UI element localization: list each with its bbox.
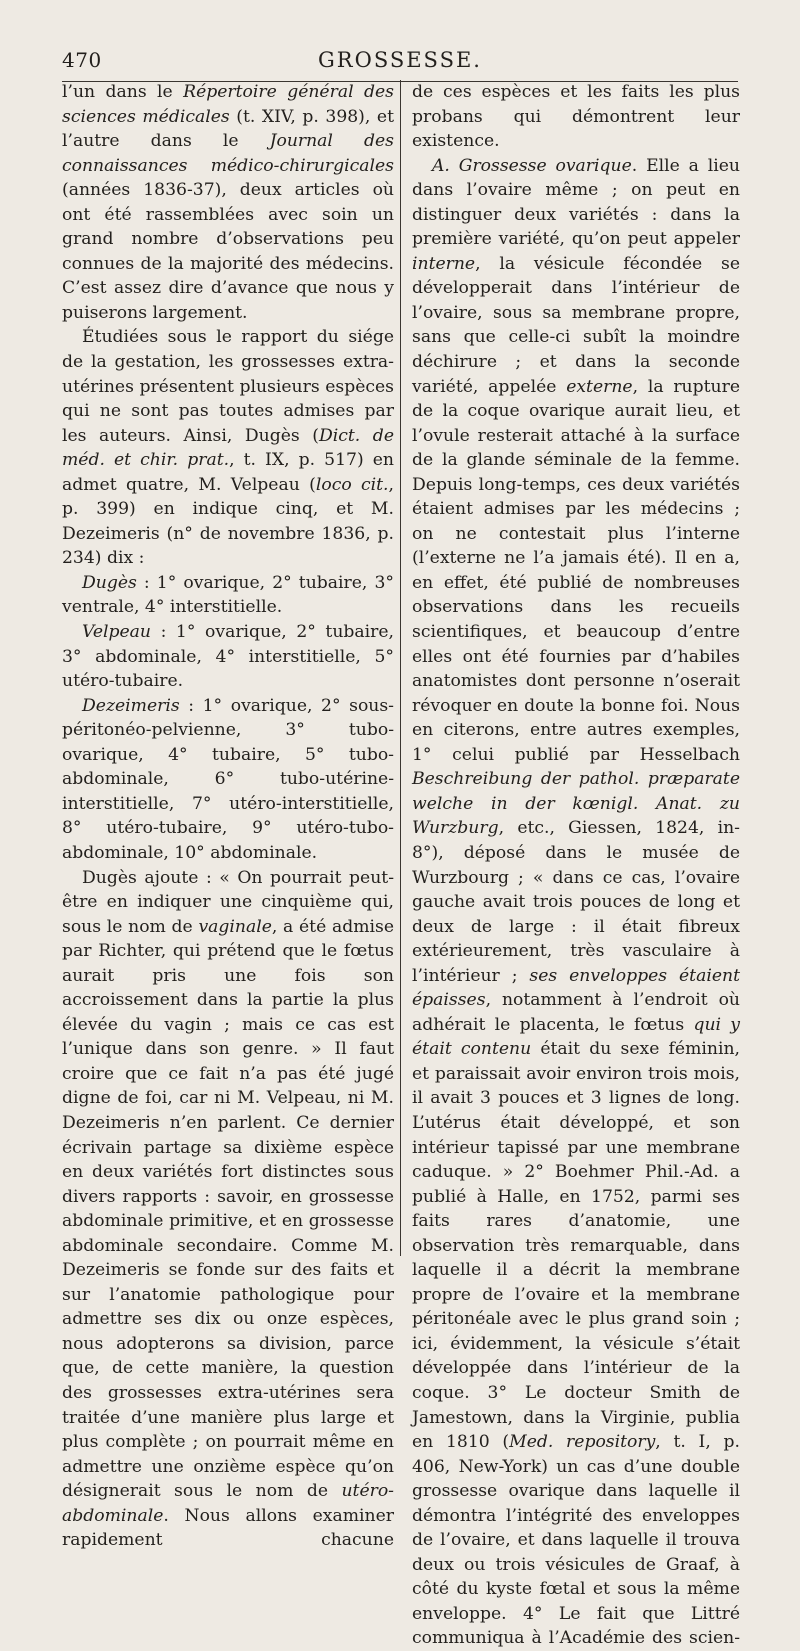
running-title: GROSSESSE. (318, 48, 482, 72)
right-column (412, 80, 740, 1651)
paragraph: A. Grossesse ovarique. Elle a lieu dans l’ovaire même ; on peut en distinguer deux variétés : dans la première variété, qu’on peut appeler interne, la vésicule fécondée se développerait dans l’intérieur de l’ovaire, sous sa membrane propre, sans que celle-ci subît la moindre déchirure ; et dans la seconde variété, appelée externe, la rupture de la coque ovarique aurait lieu, et l’ovule resterait attaché à la surface de la glande séminale de la femme. Depuis long-temps, ces deux variétés étaient admises par les médecins ; on ne contestait plus l’interne (l’externe ne l’a jamais été). Il en a, en effet, été publié de nombreuses observations dans les recueils scientifiques, et beaucoup d’entre elles ont été fournies par d’habiles anatomistes dont personne n’oserait révoquer en doute la bonne foi. Nous en citerons, entre autres exemples, 1° celui publié par Hesselbach Beschreibung der pathol. præparate welche in der kœnigl. Anat. zu Wurzburg, etc., Giessen, 1824, in-8°), déposé dans le musée de Wurzbourg ; « dans ce cas, l’ovaire gauche avait trois pouces de long et deux de large : il était fibreux extérieurement, très vasculaire à l’intérieur ; ses enveloppes étaient épaisses, notamment à l’endroit où adhérait le placenta, le fœtus qui y était contenu était du sexe féminin, et paraissait avoir environ trois mois, il avait 3 pouces et 3 lignes de long. L’utérus était développé, et son intérieur tapissé par une membrane caduque. » 2° Boehmer Phil.-Ad. a publié à Halle, en 1752, parmi ses faits rares d’anatomie, une observation très remarquable, dans laquelle il a décrit la membrane propre de l’ovaire et la membrane péritonéale avec le plus grand soin ; ici, évidemment, la vésicule s’était développée dans l’intérieur de la coque. 3° Le docteur Smith de Jamestown, dans la Virginie, publia en 1810 (Med. repository, t. I, p. 406, New-York) un cas d’une double grossesse ovarique dans laquelle il démontra l’intégrité des enveloppes de l’ovaire, et dans laquelle il trouva deux ou trois vésicules de Graaf, à côté du kyste fœtal et sous la même enveloppe. 4° Le fait que Littré communiqua à l’Académie des scien- (412, 155, 740, 1649)
paragraph: Dugès : 1° ovarique, 2° tubaire, 3° ventrale, 4° interstitielle. (62, 572, 394, 618)
paragraph: Dezeimeris : 1° ovarique, 2° sous-péritonéo-pelvienne, 3° tubo-ovarique, 4° tubaire, 5° tubo-abdominale, 6° tubo-utérine-interstitielle, 7° utéro-interstitielle, 8° utéro-tubaire, 9° utéro-tubo-abdominale, 10° abdominale. (62, 695, 394, 863)
column-divider (400, 80, 401, 1256)
paragraph: Étudiées sous le rapport du siége de la gestation, les grossesses extra-utérines présentent plusieurs espèces qui ne sont pas toutes admises par les auteurs. Ainsi, Dugès (Dict. de méd. et chir. prat., t. IX, p. 517) en admet quatre, M. Velpeau (loco cit., p. 399) en indique cinq, et M. Dezeimeris (n° de novembre 1836, p. 234) dix : (62, 327, 394, 569)
page-header (62, 48, 738, 82)
paragraph: de ces espèces et les faits les plus probans qui démontrent leur existence. (412, 82, 740, 152)
page-number: 470 (62, 48, 102, 72)
left-column (62, 80, 394, 1553)
paragraph: Velpeau : 1° ovarique, 2° tubaire, 3° abdominale, 4° interstitielle, 5° utéro-tubaire. (62, 622, 394, 692)
paragraph: l’un dans le Répertoire général des sciences médicales (t. XIV, p. 398), et l’autre dans le Journal des connaissances médico-chirurgicales (années 1836-37), deux articles où ont été rassemblées avec soin un grand nombre d’observations peu connues de la majorité des médecins. C’est assez dire d’avance que nous y puiserons largement. (62, 82, 394, 323)
paragraph: Dugès ajoute : « On pourrait peut-être en indiquer une cinquième qui, sous le nom de vaginale, a été admise par Richter, qui prétend que le fœtus aurait pris une fois son accroissement dans la partie la plus élevée du vagin ; mais ce cas est l’unique dans son genre. » Il faut croire que ce fait n’a pas été jugé digne de foi, car ni M. Velpeau, ni M. Dezeimeris n’en parlent. Ce dernier écrivain partage sa dixième espèce en deux variétés fort distinctes sous divers rapports : savoir, en grossesse abdominale primitive, et en grossesse abdominale secondaire. Comme M. Dezeimeris se fonde sur des faits et sur l’anatomie pathologique pour admettre ses dix ou onze espèces, nous adopterons sa division, parce que, de cette manière, la question des grossesses extra-utérines sera traitée d’une manière plus large et plus complète ; on pourrait même en admettre une onzième espèce qu’on désignerait sous le nom de utéro-abdominale. Nous allons examiner rapidement chacune (62, 867, 394, 1551)
